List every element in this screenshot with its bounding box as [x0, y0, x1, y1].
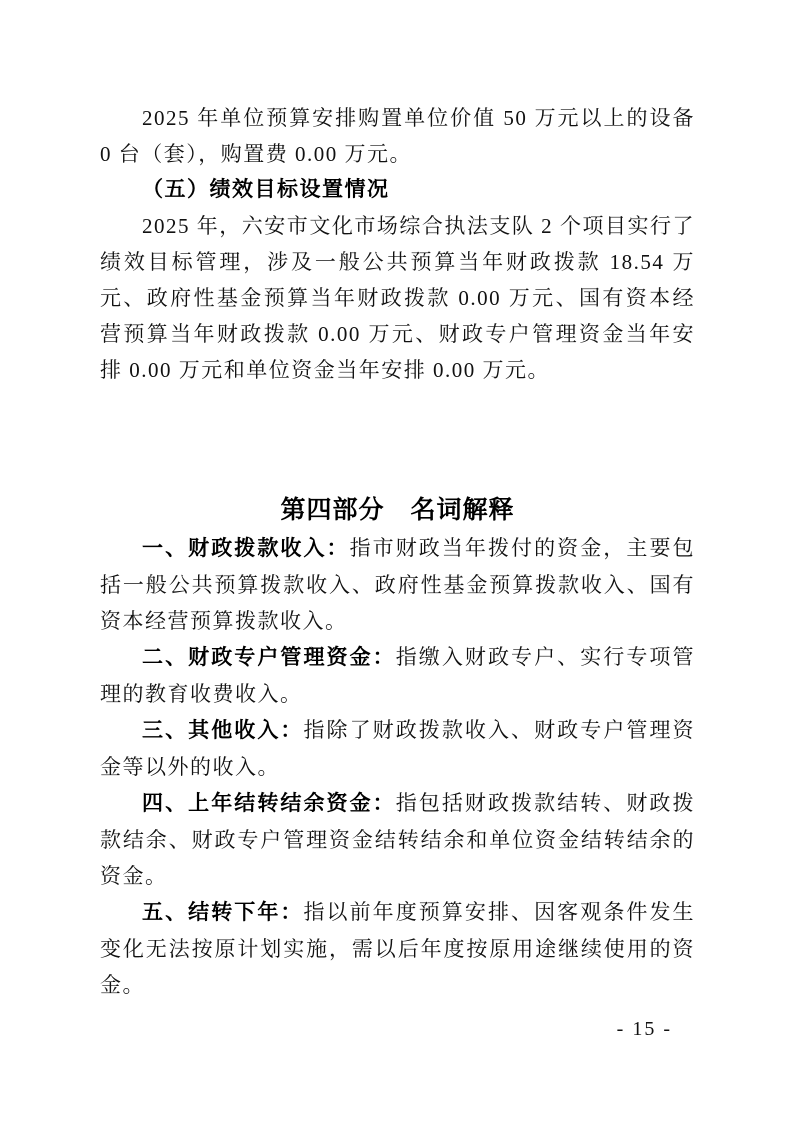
term-item-carry-forward — [100, 894, 695, 1003]
term-item-carryover-surplus — [100, 785, 695, 894]
term-definition: 指缴入财政专户、实行专项管理的教育收费收入。 — [100, 645, 696, 706]
term-definition: 指包括财政拨款结转、财政拨款结余、财政专户管理资金结转结余和单位资金结转结余的资金。 — [100, 791, 696, 888]
content-area — [100, 100, 695, 1003]
para-performance-detail: 2025 年，六安市文化市场综合执法支队 2 个项目实行了绩效目标管理，涉及一般公共预算当年财政拨款 18.54 万元、政府性基金预算当年财政拨款 0.00 万元、国有资本经营预算当年财政拨款 0.00 万元、财政专户管理资金当年安排 0.00 万元和单位资金当年安排 0.00 万元。 — [100, 214, 695, 382]
term-label: 二、财政专户管理资金： — [142, 646, 396, 669]
page-number: - 15 - — [616, 1018, 672, 1040]
section-title: 第四部分 名词解释 — [280, 496, 515, 524]
term-item-special-account-funds — [100, 639, 695, 712]
term-definition: 指除了财政拨款收入、财政专户管理资金等以外的收入。 — [100, 718, 696, 779]
para-equipment-purchase: 2025 年单位预算安排购置单位价值 50 万元以上的设备 0 台（套），购置费 0.00 万元。 — [100, 106, 695, 166]
term-definition: 指以前年度预算安排、因客观条件发生变化无法按原计划实施，需以后年度按原用途继续使用的资金。 — [100, 900, 696, 997]
term-item-other-income — [100, 712, 695, 785]
term-label: 四、上年结转结余资金： — [142, 792, 396, 815]
heading-performance-goals: （五）绩效目标设置情况 — [142, 178, 390, 201]
term-label: 五、结转下年： — [142, 901, 304, 924]
term-item-fiscal-appropriation — [100, 530, 695, 639]
term-label: 三、其他收入： — [142, 719, 304, 742]
term-definition: 指市财政当年拨付的资金，主要包括一般公共预算拨款收入、政府性基金预算拨款收入、国有资本经营预算拨款收入。 — [100, 536, 696, 633]
term-label: 一、财政拨款收入： — [142, 537, 350, 560]
